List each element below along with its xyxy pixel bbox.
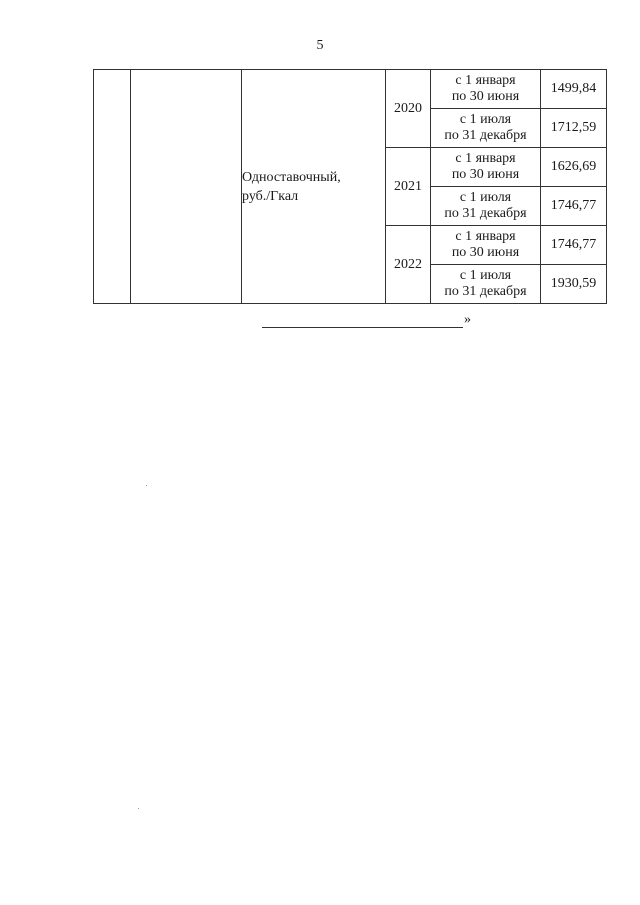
period-end: по 31 декабря (444, 284, 527, 299)
period-cell (431, 109, 541, 148)
value-cell: 1746,77 (541, 226, 607, 265)
period-cell (431, 70, 541, 109)
value-cell: 1499,84 (541, 70, 607, 109)
value-cell: 1930,59 (541, 265, 607, 304)
period-start: с 1 июля (459, 190, 512, 205)
value-cell: 1712,59 (541, 109, 607, 148)
tariff-table (93, 69, 607, 304)
period-end: по 31 декабря (444, 128, 527, 143)
period-end: по 31 декабря (444, 206, 527, 221)
tariff-type-cell (242, 70, 386, 304)
table-row (94, 70, 607, 109)
period-end: по 30 июня (451, 245, 520, 260)
year-cell: 2020 (386, 70, 431, 148)
value-cell: 1746,77 (541, 187, 607, 226)
scan-speck (138, 808, 139, 809)
period-end: по 30 июня (451, 167, 520, 182)
period-cell (431, 148, 541, 187)
blank-cell-1 (94, 70, 131, 304)
year-cell: 2021 (386, 148, 431, 226)
closing-mark (262, 312, 471, 328)
blank-cell-2 (131, 70, 242, 304)
page-number: 5 (316, 38, 324, 53)
period-start: с 1 января (455, 229, 516, 244)
closing-quote: » (464, 312, 471, 327)
period-cell (431, 265, 541, 304)
period-start: с 1 июля (459, 112, 512, 127)
period-cell (431, 187, 541, 226)
tariff-type-line1: Одноставочный, (242, 169, 341, 185)
period-start: с 1 января (455, 151, 516, 166)
period-start: с 1 января (455, 73, 516, 88)
period-end: по 30 июня (451, 89, 520, 104)
period-cell (431, 226, 541, 265)
value-cell: 1626,69 (541, 148, 607, 187)
closing-underline (262, 313, 463, 328)
scan-speck (146, 485, 147, 486)
tariff-type-line2: руб./Гкал (242, 188, 299, 204)
year-cell: 2022 (386, 226, 431, 304)
period-start: с 1 июля (459, 268, 512, 283)
